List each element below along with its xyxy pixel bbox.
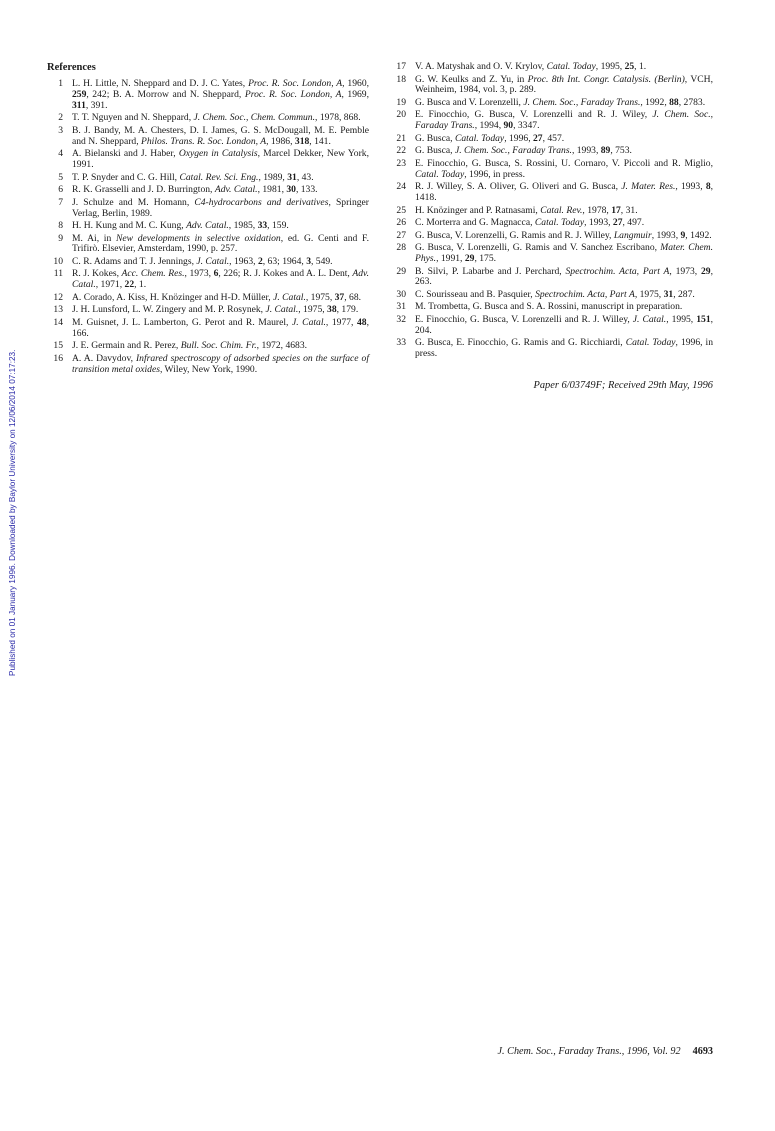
reference-item bbox=[47, 234, 369, 256]
reference-number: 18 bbox=[396, 73, 406, 85]
received-note: Paper 6/03749F; Received 29th May, 1996 bbox=[533, 380, 713, 392]
download-watermark bbox=[6, 256, 20, 676]
reference-text: E. Finocchio, G. Busca, V. Lorenzelli and R. J. Willey, J. Catal., 1995, 151, 204. bbox=[415, 313, 714, 336]
reference-text: B. Silvi, P. Labarbe and J. Perchard, Spectrochim. Acta, Part A, 1973, 29, 263. bbox=[415, 265, 713, 288]
reference-number: 12 bbox=[53, 291, 63, 303]
reference-list-right bbox=[390, 62, 713, 360]
reference-text: A. Corado, A. Kiss, H. Knözinger and H-D. Müller, J. Catal., 1975, 37, 68. bbox=[72, 291, 362, 303]
reference-text: G. Busca, J. Chem. Soc., Faraday Trans., 1993, 89, 753. bbox=[415, 145, 632, 157]
reference-text: G. W. Keulks and Z. Yu, in Proc. 8th Int. Congr. Catalysis. (Berlin), VCH, Weinheim, 1984, vol. 3, p. 289. bbox=[415, 73, 713, 96]
reference-text: J. H. Lunsford, L. W. Zingery and M. P. Rosynek, J. Catal., 1975, 38, 179. bbox=[72, 304, 359, 316]
reference-item bbox=[390, 134, 713, 145]
reference-number: 26 bbox=[396, 217, 406, 229]
reference-number: 3 bbox=[58, 124, 63, 136]
reference-number: 4 bbox=[58, 148, 63, 160]
reference-item bbox=[47, 305, 369, 316]
reference-number: 17 bbox=[396, 61, 406, 72]
reference-item bbox=[390, 206, 713, 217]
reference-item bbox=[47, 173, 369, 184]
reference-item bbox=[390, 182, 713, 204]
reference-text: A. A. Davydov, Infrared spectroscopy of adsorbed species on the surface of transition metal oxides, Wiley, New York, 1990. bbox=[72, 352, 369, 375]
reference-number: 5 bbox=[58, 171, 63, 183]
reference-item bbox=[390, 110, 713, 132]
reference-number: 28 bbox=[396, 242, 406, 254]
reference-text: G. Busca and V. Lorenzelli, J. Chem. Soc., Faraday Trans., 1992, 88, 2783. bbox=[415, 96, 706, 108]
reference-number: 27 bbox=[396, 229, 406, 241]
reference-item bbox=[390, 231, 713, 242]
reference-text: M. Guisnet, J. L. Lamberton, G. Perot and R. Maurel, J. Catal., 1977, 48, 166. bbox=[72, 316, 369, 339]
reference-number: 25 bbox=[396, 204, 406, 216]
reference-text: H. H. Kung and M. C. Kung, Adv. Catal., 1985, 33, 159. bbox=[72, 220, 289, 232]
reference-item bbox=[390, 243, 713, 265]
reference-text: E. Finocchio, G. Busca, V. Lorenzelli and R. J. Wiley, J. Chem. Soc., Faraday Trans., 1994, 90, 3347. bbox=[415, 109, 713, 132]
references-heading: References bbox=[47, 62, 96, 73]
reference-text: C. Morterra and G. Magnacca, Catal. Today, 1993, 27, 497. bbox=[415, 217, 645, 229]
reference-text: T. T. Nguyen and N. Sheppard, J. Chem. Soc., Chem. Commun., 1978, 868. bbox=[72, 112, 361, 124]
reference-item bbox=[390, 146, 713, 157]
reference-item bbox=[47, 293, 369, 304]
page-footer bbox=[440, 1046, 713, 1057]
reference-item bbox=[47, 318, 369, 340]
reference-item bbox=[47, 341, 369, 352]
reference-number: 10 bbox=[53, 255, 63, 267]
download-watermark-text: Published on 01 January 1996. Downloaded by Baylor University on 12/06/2014 07:17:23. bbox=[8, 349, 17, 676]
reference-item bbox=[47, 79, 369, 112]
reference-item bbox=[47, 113, 369, 124]
reference-text: G. Busca, V. Lorenzelli, G. Ramis and R. J. Willey, Langmuir, 1993, 9, 1492. bbox=[415, 229, 712, 241]
reference-number: 20 bbox=[396, 109, 406, 121]
reference-number: 22 bbox=[396, 145, 406, 157]
reference-text: J. E. Germain and R. Perez, Bull. Soc. Chim. Fr., 1972, 4683. bbox=[72, 340, 308, 352]
reference-item bbox=[47, 354, 369, 376]
reference-item bbox=[390, 302, 713, 313]
reference-item bbox=[390, 98, 713, 109]
footer-page-number: 4693 bbox=[692, 1046, 713, 1057]
reference-number: 32 bbox=[396, 313, 406, 325]
reference-item bbox=[47, 269, 369, 291]
reference-item bbox=[390, 159, 713, 181]
reference-item bbox=[47, 149, 369, 171]
reference-number: 1 bbox=[58, 78, 63, 89]
reference-text: L. H. Little, N. Sheppard and D. J. C. Yates, Proc. R. Soc. London, A, 1960, 259, 242; B. A. Morrow and N. Sheppard, Proc. R. Soc. London, A, 1969, 311, 391. bbox=[72, 78, 370, 111]
reference-number: 24 bbox=[396, 181, 406, 193]
reference-item bbox=[390, 62, 713, 73]
reference-item bbox=[47, 198, 369, 220]
reference-number: 31 bbox=[396, 301, 406, 313]
reference-number: 8 bbox=[58, 220, 63, 232]
reference-item bbox=[47, 221, 369, 232]
reference-text: C. Sourisseau and B. Pasquier, Spectrochim. Acta, Part A, 1975, 31, 287. bbox=[415, 288, 695, 300]
reference-text: G. Busca, Catal. Today, 1996, 27, 457. bbox=[415, 132, 565, 144]
reference-text: R. K. Grasselli and J. D. Burrington, Adv. Catal., 1981, 30, 133. bbox=[72, 184, 318, 196]
reference-text: M. Trombetta, G. Busca and S. A. Rossini, manuscript in preparation. bbox=[415, 301, 683, 313]
reference-text: M. Ai, in New developments in selective oxidation, ed. G. Centi and F. Trifirò. Elsevier, Amsterdam, 1990, p. 257. bbox=[72, 232, 369, 255]
reference-item bbox=[47, 185, 369, 196]
reference-number: 6 bbox=[58, 184, 63, 196]
reference-number: 23 bbox=[396, 157, 406, 169]
reference-text: E. Finocchio, G. Busca, S. Rossini, U. Cornaro, V. Piccoli and R. Miglio, Catal. Today, 1996, in press. bbox=[415, 157, 713, 180]
reference-number: 9 bbox=[58, 232, 63, 244]
footer-journal: J. Chem. Soc., Faraday Trans., 1996, Vol. 92 bbox=[497, 1046, 681, 1057]
reference-text: A. Bielanski and J. Haber, Oxygen in Catalysis, Marcel Dekker, New York, 1991. bbox=[72, 148, 369, 171]
reference-text: B. J. Bandy, M. A. Chesters, D. I. James, G. S. McDougall, M. E. Pemble and N. Sheppard, Philos. Trans. R. Soc. London, A, 1986, 318, 141. bbox=[72, 124, 369, 147]
reference-text: R. J. Kokes, Acc. Chem. Res., 1973, 6, 226; R. J. Kokes and A. L. Dent, Adv. Catal., 1971, 22, 1. bbox=[72, 268, 369, 291]
reference-item bbox=[390, 267, 713, 289]
reference-text: T. P. Snyder and C. G. Hill, Catal. Rev. Sci. Eng., 1989, 31, 43. bbox=[72, 171, 314, 183]
reference-text: J. Schulze and M. Homann, C4-hydrocarbons and derivatives, Springer Verlag, Berlin, 1989. bbox=[72, 196, 370, 219]
reference-item bbox=[390, 218, 713, 229]
reference-number: 19 bbox=[396, 96, 406, 108]
reference-text: R. J. Willey, S. A. Oliver, G. Oliveri and G. Busca, J. Mater. Res., 1993, 8, 1418. bbox=[415, 181, 714, 204]
references-column-left bbox=[47, 62, 369, 377]
reference-item bbox=[390, 315, 713, 337]
reference-number: 2 bbox=[58, 112, 63, 124]
reference-number: 7 bbox=[58, 196, 63, 208]
reference-item bbox=[390, 290, 713, 301]
reference-number: 13 bbox=[53, 304, 63, 316]
reference-item bbox=[390, 338, 713, 360]
reference-text: V. A. Matyshak and O. V. Krylov, Catal. Today, 1995, 25, 1. bbox=[415, 61, 647, 72]
reference-number: 30 bbox=[396, 288, 406, 300]
reference-item bbox=[390, 75, 713, 97]
reference-item bbox=[47, 126, 369, 148]
reference-number: 14 bbox=[53, 316, 63, 328]
reference-text: G. Busca, E. Finocchio, G. Ramis and G. Ricchiardi, Catal. Today, 1996, in press. bbox=[415, 337, 713, 360]
reference-number: 29 bbox=[396, 265, 406, 277]
reference-list-left bbox=[47, 79, 369, 376]
reference-text: H. Knözinger and P. Ratnasami, Catal. Rev., 1978, 17, 31. bbox=[415, 204, 638, 216]
references-column-right bbox=[390, 62, 713, 391]
reference-number: 33 bbox=[396, 337, 406, 349]
reference-text: G. Busca, V. Lorenzelli, G. Ramis and V. Sanchez Escribano, Mater. Chem. Phys., 1991, 29, 175. bbox=[415, 242, 713, 265]
reference-text: C. R. Adams and T. J. Jennings, J. Catal., 1963, 2, 63; 1964, 3, 549. bbox=[72, 255, 333, 267]
reference-number: 16 bbox=[53, 352, 63, 364]
reference-number: 15 bbox=[53, 340, 63, 352]
reference-number: 11 bbox=[53, 268, 63, 280]
reference-item bbox=[47, 257, 369, 268]
reference-number: 21 bbox=[396, 132, 406, 144]
